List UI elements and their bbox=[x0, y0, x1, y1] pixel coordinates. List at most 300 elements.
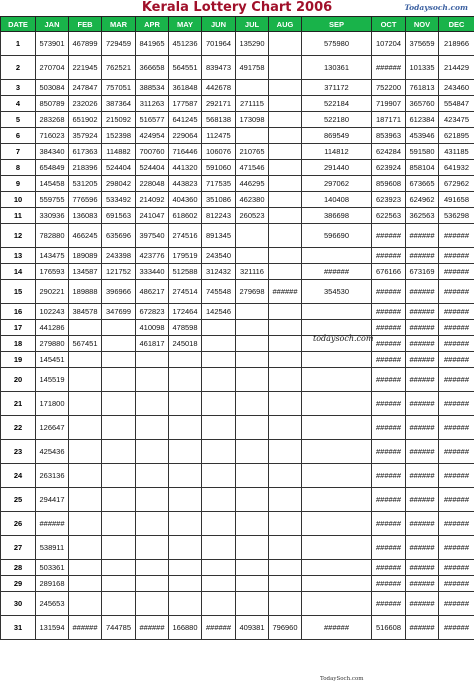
result-cell: 624284 bbox=[372, 144, 406, 160]
result-cell: 279698 bbox=[236, 280, 269, 304]
table-row bbox=[1, 160, 474, 176]
result-cell: 397540 bbox=[136, 224, 169, 248]
result-cell: ###### bbox=[439, 488, 474, 512]
watermark-bottom: TodaySoch.com bbox=[320, 676, 364, 682]
result-cell: 491758 bbox=[236, 56, 269, 80]
result-cell bbox=[136, 392, 169, 416]
result-cell bbox=[269, 592, 302, 616]
result-cell bbox=[136, 368, 169, 392]
result-cell: 839473 bbox=[202, 56, 236, 80]
result-cell bbox=[202, 320, 236, 336]
date-cell: 2 bbox=[1, 56, 36, 80]
date-cell: 4 bbox=[1, 96, 36, 112]
table-row bbox=[1, 280, 474, 304]
result-cell: ###### bbox=[406, 416, 439, 440]
result-cell: ###### bbox=[406, 616, 439, 640]
result-cell bbox=[236, 128, 269, 144]
result-cell bbox=[236, 224, 269, 248]
result-cell bbox=[169, 512, 202, 536]
result-cell: 121752 bbox=[102, 264, 136, 280]
result-cell: 446295 bbox=[236, 176, 269, 192]
result-cell: 404360 bbox=[169, 192, 202, 208]
result-cell: ###### bbox=[439, 464, 474, 488]
result-cell bbox=[102, 464, 136, 488]
result-cell: 453946 bbox=[406, 128, 439, 144]
result-cell: ###### bbox=[439, 280, 474, 304]
table-row bbox=[1, 224, 474, 248]
result-cell: 441320 bbox=[169, 160, 202, 176]
result-cell: ###### bbox=[136, 616, 169, 640]
result-cell: ###### bbox=[406, 224, 439, 248]
result-cell: 298042 bbox=[102, 176, 136, 192]
chart-title: Kerala Lottery Chart 2006 bbox=[141, 0, 333, 15]
table-row bbox=[1, 320, 474, 336]
result-cell bbox=[236, 320, 269, 336]
result-cell bbox=[269, 144, 302, 160]
result-cell: 522184 bbox=[302, 96, 372, 112]
column-header: FEB bbox=[69, 17, 102, 32]
result-cell: ###### bbox=[372, 304, 406, 320]
result-cell: 142546 bbox=[202, 304, 236, 320]
result-cell: 243540 bbox=[202, 248, 236, 264]
result-cell: ###### bbox=[406, 576, 439, 592]
result-cell bbox=[169, 536, 202, 560]
result-cell: 486217 bbox=[136, 280, 169, 304]
result-cell bbox=[69, 536, 102, 560]
date-cell: 31 bbox=[1, 616, 36, 640]
result-cell bbox=[69, 392, 102, 416]
result-cell: ###### bbox=[439, 304, 474, 320]
result-cell: 145519 bbox=[36, 368, 69, 392]
result-cell: ###### bbox=[372, 488, 406, 512]
result-cell bbox=[202, 560, 236, 576]
result-cell: ###### bbox=[406, 280, 439, 304]
result-cell: 624962 bbox=[406, 192, 439, 208]
result-cell: ###### bbox=[372, 440, 406, 464]
result-cell bbox=[169, 416, 202, 440]
result-cell: ###### bbox=[372, 224, 406, 248]
result-cell: 102243 bbox=[36, 304, 69, 320]
table-row bbox=[1, 592, 474, 616]
date-cell: 26 bbox=[1, 512, 36, 536]
result-cell bbox=[169, 440, 202, 464]
result-cell: 635696 bbox=[102, 224, 136, 248]
result-cell bbox=[102, 536, 136, 560]
result-cell: 274516 bbox=[169, 224, 202, 248]
date-cell: 8 bbox=[1, 160, 36, 176]
date-cell: 25 bbox=[1, 488, 36, 512]
result-cell: 171800 bbox=[36, 392, 69, 416]
result-cell: ###### bbox=[406, 352, 439, 368]
result-cell: ###### bbox=[439, 352, 474, 368]
result-cell bbox=[102, 488, 136, 512]
result-cell: 221945 bbox=[69, 56, 102, 80]
date-cell: 29 bbox=[1, 576, 36, 592]
result-cell: 311263 bbox=[136, 96, 169, 112]
result-cell: 136083 bbox=[69, 208, 102, 224]
column-header: OCT bbox=[372, 17, 406, 32]
result-cell bbox=[269, 392, 302, 416]
result-cell bbox=[302, 576, 372, 592]
result-cell: 673665 bbox=[406, 176, 439, 192]
result-cell: 131594 bbox=[36, 616, 69, 640]
result-cell: 672962 bbox=[439, 176, 474, 192]
result-cell bbox=[269, 440, 302, 464]
result-cell: 354530 bbox=[302, 280, 372, 304]
table-row bbox=[1, 96, 474, 112]
result-cell: 214429 bbox=[439, 56, 474, 80]
result-cell: ###### bbox=[439, 592, 474, 616]
table-row bbox=[1, 576, 474, 592]
result-cell: 441286 bbox=[36, 320, 69, 336]
result-cell bbox=[269, 80, 302, 96]
result-cell: 245018 bbox=[169, 336, 202, 352]
result-cell: ###### bbox=[406, 536, 439, 560]
result-cell: 172464 bbox=[169, 304, 202, 320]
result-cell: ###### bbox=[439, 440, 474, 464]
result-cell bbox=[302, 536, 372, 560]
result-cell: 442678 bbox=[202, 80, 236, 96]
result-cell: 524404 bbox=[102, 160, 136, 176]
result-cell: 396966 bbox=[102, 280, 136, 304]
result-cell bbox=[236, 416, 269, 440]
result-cell bbox=[136, 416, 169, 440]
result-cell: 173098 bbox=[236, 112, 269, 128]
result-cell: 241047 bbox=[136, 208, 169, 224]
result-cell bbox=[169, 592, 202, 616]
result-cell bbox=[269, 192, 302, 208]
result-cell bbox=[169, 576, 202, 592]
result-cell: 612384 bbox=[406, 112, 439, 128]
date-cell: 19 bbox=[1, 352, 36, 368]
result-cell: 424954 bbox=[136, 128, 169, 144]
result-cell: 869549 bbox=[302, 128, 372, 144]
result-cell: 351086 bbox=[202, 192, 236, 208]
result-cell: 461817 bbox=[136, 336, 169, 352]
date-cell: 28 bbox=[1, 560, 36, 576]
result-cell: 384340 bbox=[36, 144, 69, 160]
result-cell: 617363 bbox=[69, 144, 102, 160]
result-cell bbox=[269, 560, 302, 576]
result-cell: 559755 bbox=[36, 192, 69, 208]
result-cell: 641932 bbox=[439, 160, 474, 176]
result-cell bbox=[302, 512, 372, 536]
result-cell bbox=[202, 592, 236, 616]
result-cell bbox=[102, 392, 136, 416]
result-cell: 312432 bbox=[202, 264, 236, 280]
table-row bbox=[1, 264, 474, 280]
result-cell bbox=[269, 464, 302, 488]
result-cell: 491658 bbox=[439, 192, 474, 208]
result-cell: 623923 bbox=[372, 192, 406, 208]
result-cell: 467899 bbox=[69, 32, 102, 56]
result-cell: 621895 bbox=[439, 128, 474, 144]
result-cell: 140408 bbox=[302, 192, 372, 208]
result-cell bbox=[169, 368, 202, 392]
result-cell bbox=[269, 96, 302, 112]
result-cell: 112475 bbox=[202, 128, 236, 144]
result-cell bbox=[236, 536, 269, 560]
result-cell: 761813 bbox=[406, 80, 439, 96]
result-cell: ###### bbox=[372, 536, 406, 560]
column-header: DATE bbox=[1, 17, 36, 32]
date-cell: 10 bbox=[1, 192, 36, 208]
result-cell: 744785 bbox=[102, 616, 136, 640]
result-cell bbox=[236, 392, 269, 416]
column-header: SEP bbox=[302, 17, 372, 32]
date-cell: 12 bbox=[1, 224, 36, 248]
result-cell bbox=[102, 368, 136, 392]
result-cell bbox=[302, 248, 372, 264]
result-cell: 107204 bbox=[372, 32, 406, 56]
result-cell: ###### bbox=[69, 616, 102, 640]
table-row bbox=[1, 208, 474, 224]
result-cell: 143475 bbox=[36, 248, 69, 264]
result-cell: 554847 bbox=[439, 96, 474, 112]
result-cell: 294417 bbox=[36, 488, 69, 512]
result-cell bbox=[202, 536, 236, 560]
result-cell: ###### bbox=[372, 56, 406, 80]
result-cell: 388534 bbox=[136, 80, 169, 96]
result-cell: 471546 bbox=[236, 160, 269, 176]
result-cell: 189089 bbox=[69, 248, 102, 264]
result-cell bbox=[136, 488, 169, 512]
result-cell: 330936 bbox=[36, 208, 69, 224]
result-cell bbox=[269, 264, 302, 280]
result-cell: 279880 bbox=[36, 336, 69, 352]
result-cell bbox=[202, 368, 236, 392]
result-cell: 290221 bbox=[36, 280, 69, 304]
result-cell bbox=[136, 560, 169, 576]
result-cell: 745548 bbox=[202, 280, 236, 304]
result-cell: 366658 bbox=[136, 56, 169, 80]
result-cell bbox=[236, 368, 269, 392]
result-cell: 466245 bbox=[69, 224, 102, 248]
result-cell bbox=[69, 352, 102, 368]
result-cell: ###### bbox=[372, 592, 406, 616]
result-cell bbox=[169, 352, 202, 368]
date-cell: 1 bbox=[1, 32, 36, 56]
result-cell: 757051 bbox=[102, 80, 136, 96]
table-row bbox=[1, 488, 474, 512]
result-cell bbox=[236, 512, 269, 536]
result-cell bbox=[169, 560, 202, 576]
result-cell bbox=[269, 488, 302, 512]
column-header: JUL bbox=[236, 17, 269, 32]
result-cell bbox=[169, 488, 202, 512]
table-row bbox=[1, 80, 474, 96]
header-row bbox=[1, 17, 474, 32]
result-cell: 691563 bbox=[102, 208, 136, 224]
result-cell: 365760 bbox=[406, 96, 439, 112]
result-cell bbox=[69, 512, 102, 536]
result-cell: 106076 bbox=[202, 144, 236, 160]
result-cell: 575980 bbox=[302, 32, 372, 56]
result-cell bbox=[69, 592, 102, 616]
result-cell bbox=[202, 512, 236, 536]
result-cell: 719907 bbox=[372, 96, 406, 112]
result-cell bbox=[202, 336, 236, 352]
result-cell bbox=[269, 368, 302, 392]
table-row bbox=[1, 512, 474, 536]
result-cell bbox=[269, 248, 302, 264]
column-header: AUG bbox=[269, 17, 302, 32]
result-cell: 126647 bbox=[36, 416, 69, 440]
result-cell bbox=[236, 576, 269, 592]
result-cell bbox=[302, 488, 372, 512]
result-cell: 333440 bbox=[136, 264, 169, 280]
result-cell: 247847 bbox=[69, 80, 102, 96]
result-cell: ###### bbox=[439, 560, 474, 576]
result-cell bbox=[236, 488, 269, 512]
date-cell: 15 bbox=[1, 280, 36, 304]
result-cell bbox=[136, 464, 169, 488]
result-cell: 672823 bbox=[136, 304, 169, 320]
result-cell bbox=[236, 440, 269, 464]
result-cell: ###### bbox=[36, 512, 69, 536]
result-cell: 536298 bbox=[439, 208, 474, 224]
date-cell: 3 bbox=[1, 80, 36, 96]
date-cell: 14 bbox=[1, 264, 36, 280]
result-cell bbox=[136, 592, 169, 616]
result-cell: 478598 bbox=[169, 320, 202, 336]
result-cell: 187171 bbox=[372, 112, 406, 128]
result-cell: 618602 bbox=[169, 208, 202, 224]
result-cell: ###### bbox=[302, 616, 372, 640]
result-cell: ###### bbox=[269, 280, 302, 304]
watermark: todaysoch.com bbox=[313, 334, 374, 343]
result-cell bbox=[202, 392, 236, 416]
result-cell: ###### bbox=[406, 592, 439, 616]
result-cell: ###### bbox=[439, 616, 474, 640]
result-cell: 114812 bbox=[302, 144, 372, 160]
result-cell: 503361 bbox=[36, 560, 69, 576]
result-cell bbox=[236, 304, 269, 320]
result-cell: 179519 bbox=[169, 248, 202, 264]
table-body bbox=[1, 32, 474, 640]
result-cell: 567451 bbox=[69, 336, 102, 352]
result-cell: 177587 bbox=[169, 96, 202, 112]
result-cell: 533492 bbox=[102, 192, 136, 208]
result-cell: 134587 bbox=[69, 264, 102, 280]
result-cell bbox=[136, 536, 169, 560]
result-cell: 228048 bbox=[136, 176, 169, 192]
result-cell bbox=[169, 464, 202, 488]
result-cell: ###### bbox=[439, 576, 474, 592]
result-cell: 271115 bbox=[236, 96, 269, 112]
result-cell: 673169 bbox=[406, 264, 439, 280]
column-header: MAR bbox=[102, 17, 136, 32]
result-cell: 573901 bbox=[36, 32, 69, 56]
result-cell: 431185 bbox=[439, 144, 474, 160]
result-cell bbox=[69, 416, 102, 440]
result-cell: ###### bbox=[439, 512, 474, 536]
result-cell: 130361 bbox=[302, 56, 372, 80]
date-cell: 18 bbox=[1, 336, 36, 352]
date-cell: 17 bbox=[1, 320, 36, 336]
result-cell: ###### bbox=[406, 336, 439, 352]
result-cell: 189888 bbox=[69, 280, 102, 304]
result-cell: 796960 bbox=[269, 616, 302, 640]
result-cell: 291440 bbox=[302, 160, 372, 176]
result-cell bbox=[269, 576, 302, 592]
table-row bbox=[1, 440, 474, 464]
table-row bbox=[1, 560, 474, 576]
result-cell: 853963 bbox=[372, 128, 406, 144]
result-cell bbox=[302, 464, 372, 488]
result-cell: 443823 bbox=[169, 176, 202, 192]
result-cell: 410098 bbox=[136, 320, 169, 336]
result-cell: ###### bbox=[372, 464, 406, 488]
result-cell: 522180 bbox=[302, 112, 372, 128]
result-cell bbox=[69, 488, 102, 512]
result-cell: 451236 bbox=[169, 32, 202, 56]
result-cell: ###### bbox=[439, 336, 474, 352]
date-cell: 21 bbox=[1, 392, 36, 416]
result-cell bbox=[236, 80, 269, 96]
table-row bbox=[1, 56, 474, 80]
result-cell: 516608 bbox=[372, 616, 406, 640]
result-cell: 423776 bbox=[136, 248, 169, 264]
result-cell bbox=[202, 464, 236, 488]
result-cell: 782880 bbox=[36, 224, 69, 248]
table-row bbox=[1, 352, 474, 368]
result-cell: 850789 bbox=[36, 96, 69, 112]
result-cell: 717535 bbox=[202, 176, 236, 192]
table-row bbox=[1, 128, 474, 144]
result-cell: 423475 bbox=[439, 112, 474, 128]
result-cell: 425436 bbox=[36, 440, 69, 464]
result-cell: 145451 bbox=[36, 352, 69, 368]
result-cell bbox=[236, 560, 269, 576]
result-cell: 841965 bbox=[136, 32, 169, 56]
result-cell: 218396 bbox=[69, 160, 102, 176]
result-cell: 135290 bbox=[236, 32, 269, 56]
result-cell: ###### bbox=[372, 336, 406, 352]
result-cell: 386698 bbox=[302, 208, 372, 224]
table-row bbox=[1, 392, 474, 416]
date-cell: 13 bbox=[1, 248, 36, 264]
result-cell: 568138 bbox=[202, 112, 236, 128]
result-cell: 214092 bbox=[136, 192, 169, 208]
result-cell: 101335 bbox=[406, 56, 439, 80]
result-cell: 654849 bbox=[36, 160, 69, 176]
result-cell: ###### bbox=[439, 392, 474, 416]
result-cell bbox=[269, 512, 302, 536]
result-cell bbox=[269, 176, 302, 192]
result-cell bbox=[302, 392, 372, 416]
brand-logo-text: Todaysoch.com bbox=[404, 3, 468, 12]
result-cell bbox=[269, 536, 302, 560]
result-cell: 512588 bbox=[169, 264, 202, 280]
result-cell: 215092 bbox=[102, 112, 136, 128]
result-cell: 152398 bbox=[102, 128, 136, 144]
date-cell: 9 bbox=[1, 176, 36, 192]
date-cell: 20 bbox=[1, 368, 36, 392]
column-header: JUN bbox=[202, 17, 236, 32]
column-header: DEC bbox=[439, 17, 474, 32]
table-row bbox=[1, 304, 474, 320]
result-cell: 289168 bbox=[36, 576, 69, 592]
result-cell bbox=[269, 56, 302, 80]
result-cell: 362563 bbox=[406, 208, 439, 224]
result-cell: 516577 bbox=[136, 112, 169, 128]
result-cell: ###### bbox=[202, 616, 236, 640]
result-cell: 375659 bbox=[406, 32, 439, 56]
result-cell bbox=[136, 576, 169, 592]
result-cell: ###### bbox=[372, 320, 406, 336]
result-cell bbox=[202, 440, 236, 464]
